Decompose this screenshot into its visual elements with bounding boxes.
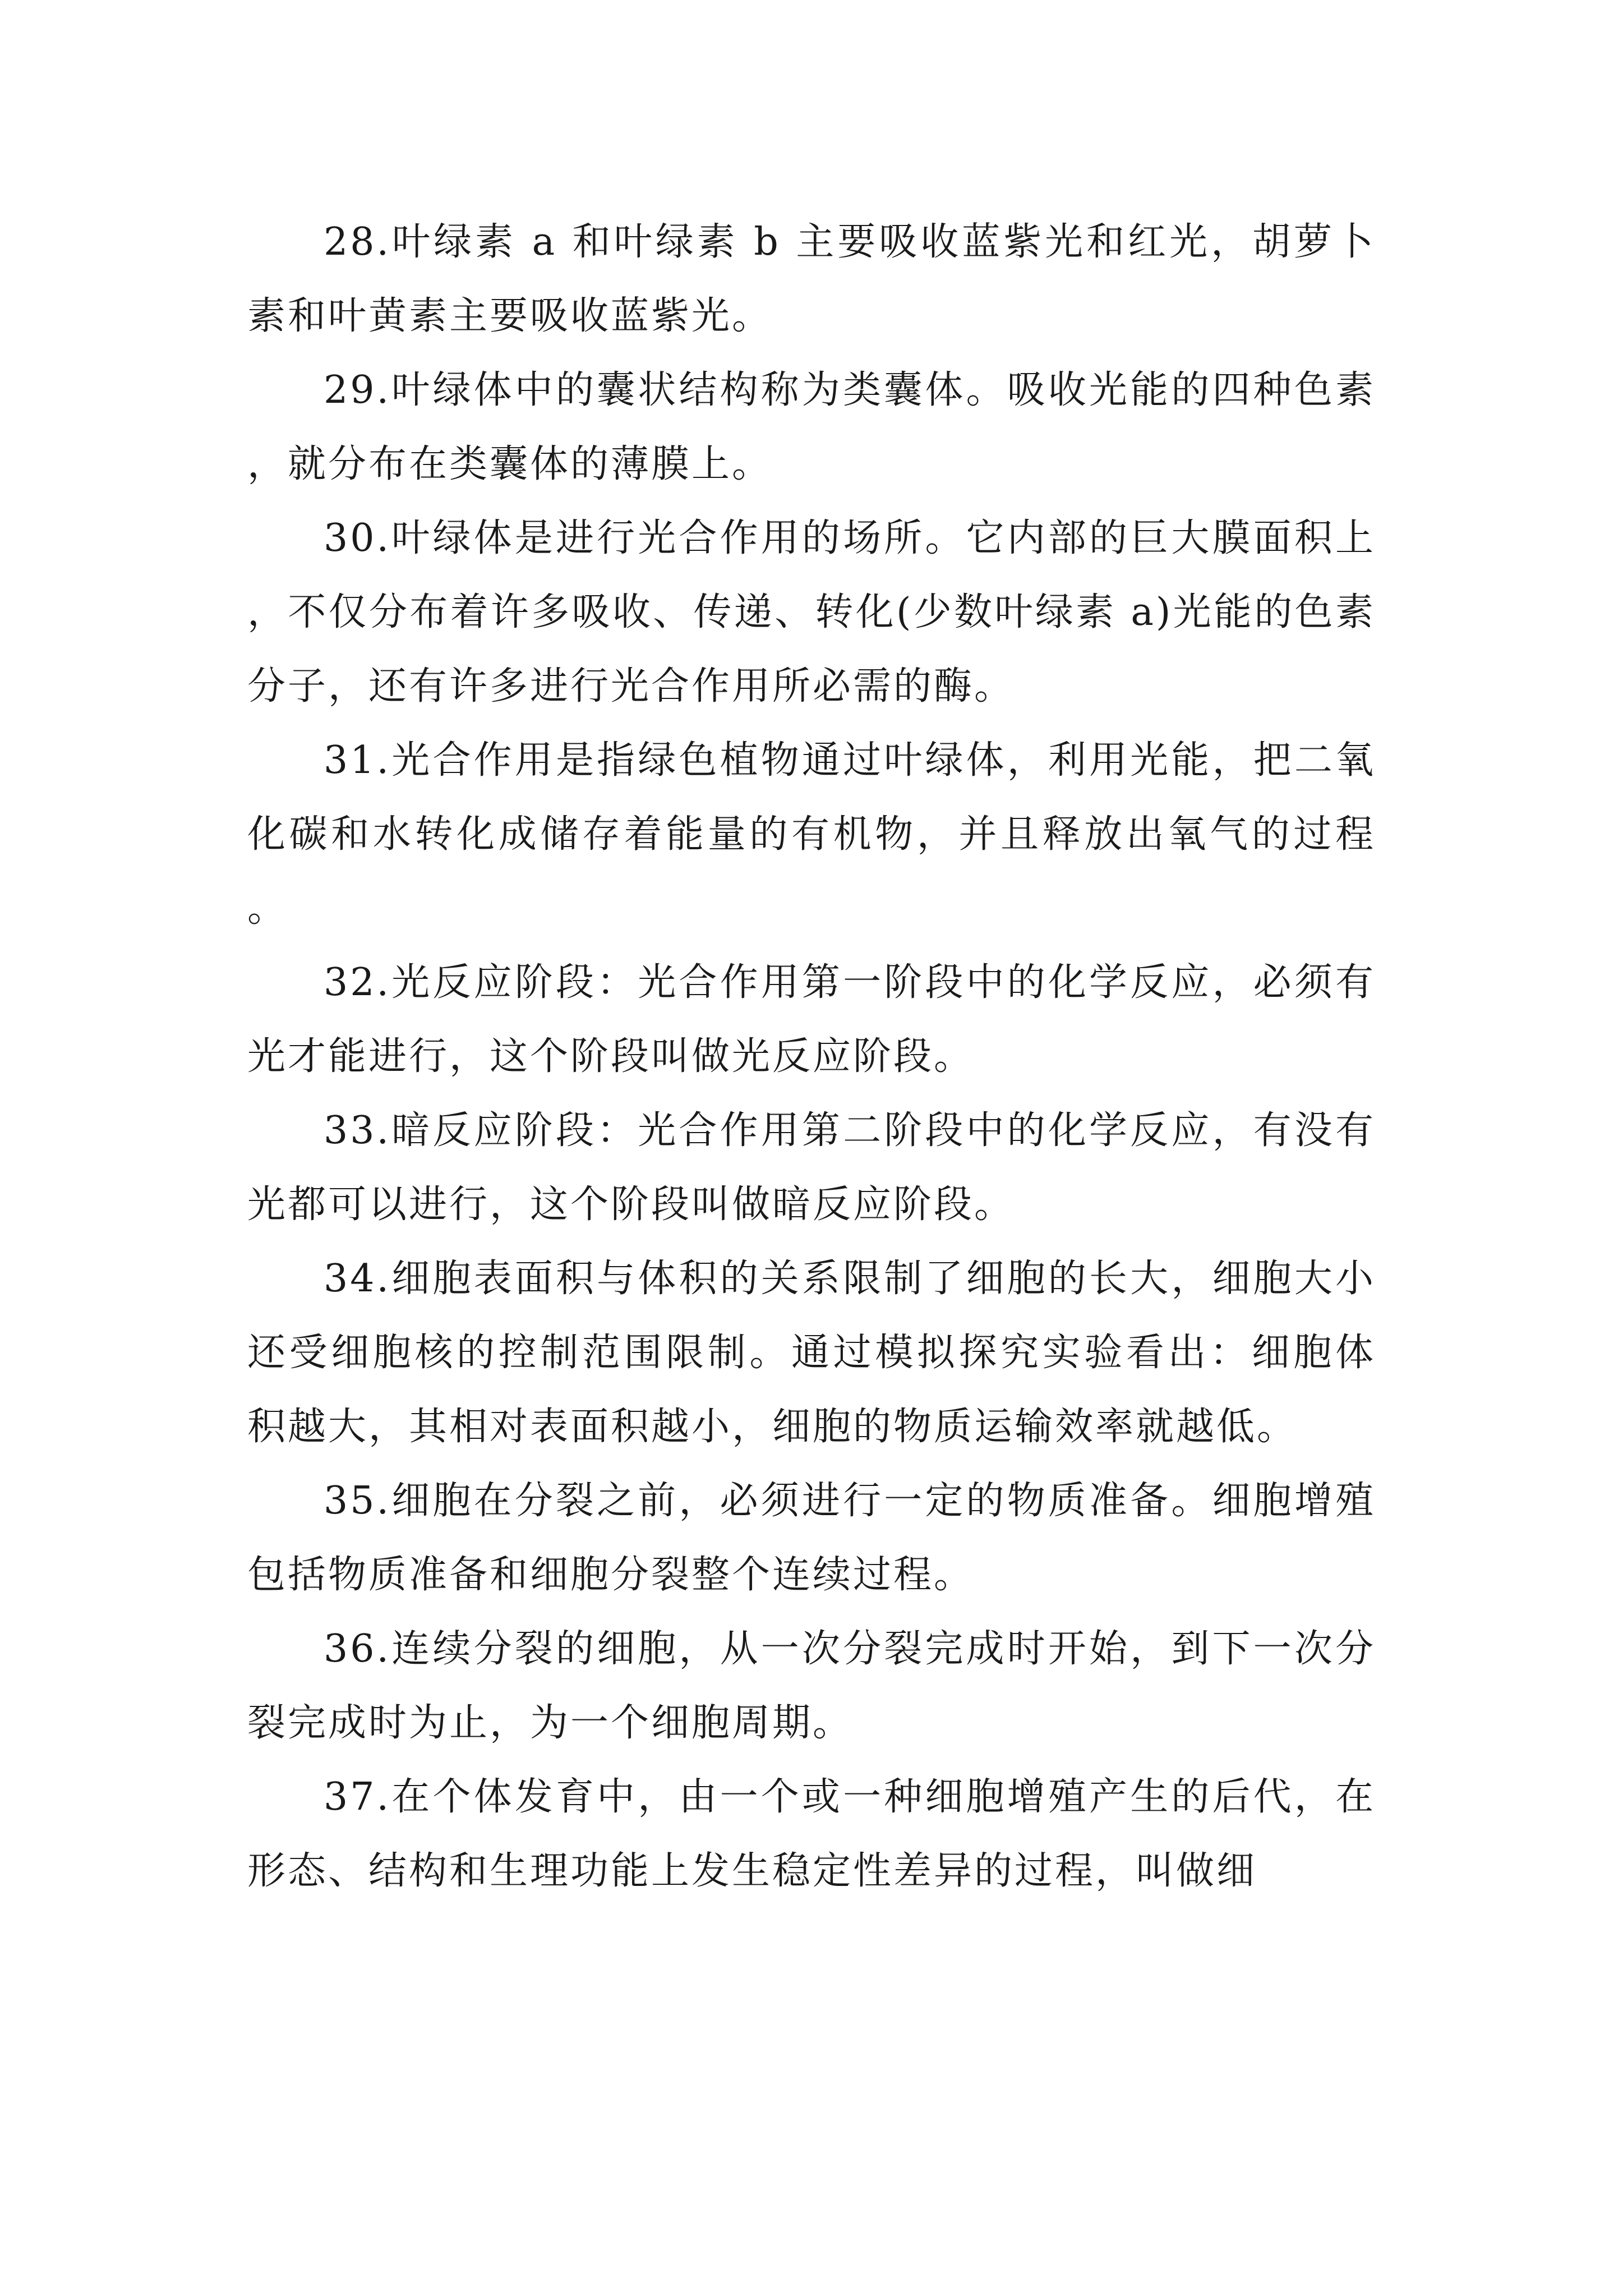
paragraph-33: 33.暗反应阶段：光合作用第二阶段中的化学反应，有没有光都可以进行，这个阶段叫做暗反应阶段。 (247, 1108, 1376, 1227)
paragraph-34: 34.细胞表面积与体积的关系限制了细胞的长大，细胞大小还受细胞核的控制范围限制。通过模拟探究实验看出：细胞体积越大，其相对表面积越小，细胞的物质运输效率就越低。 (247, 1257, 1376, 1449)
paragraph-28: 28.叶绿素 a 和叶绿素 b 主要吸收蓝紫光和红光，胡萝卜素和叶黄素主要吸收蓝紫光。 (247, 220, 1376, 338)
paragraph-31: 31.光合作用是指绿色植物通过叶绿体，利用光能，把二氧化碳和水转化成储存着能量的有机物，并且释放出氧气的过程。 (247, 738, 1376, 931)
paragraph-35: 35.细胞在分裂之前，必须进行一定的物质准备。细胞增殖包括物质准备和细胞分裂整个连续过程。 (247, 1479, 1376, 1597)
paragraph-37: 37.在个体发育中，由一个或一种细胞增殖产生的后代，在形态、结构和生理功能上发生稳定性差异的过程，叫做细 (247, 1775, 1376, 1893)
paragraph-32: 32.光反应阶段：光合作用第一阶段中的化学反应，必须有光才能进行，这个阶段叫做光反应阶段。 (247, 960, 1376, 1079)
document-body (247, 205, 1376, 1908)
paragraph-36: 36.连续分裂的细胞，从一次分裂完成时开始，到下一次分裂完成时为止，为一个细胞周期。 (247, 1627, 1376, 1745)
paragraph-29: 29.叶绿体中的囊状结构称为类囊体。吸收光能的四种色素，就分布在类囊体的薄膜上。 (247, 368, 1376, 486)
paragraph-30: 30.叶绿体是进行光合作用的场所。它内部的巨大膜面积上，不仅分布着许多吸收、传递、转化(少数叶绿素 a)光能的色素分子，还有许多进行光合作用所必需的酶。 (247, 516, 1376, 708)
